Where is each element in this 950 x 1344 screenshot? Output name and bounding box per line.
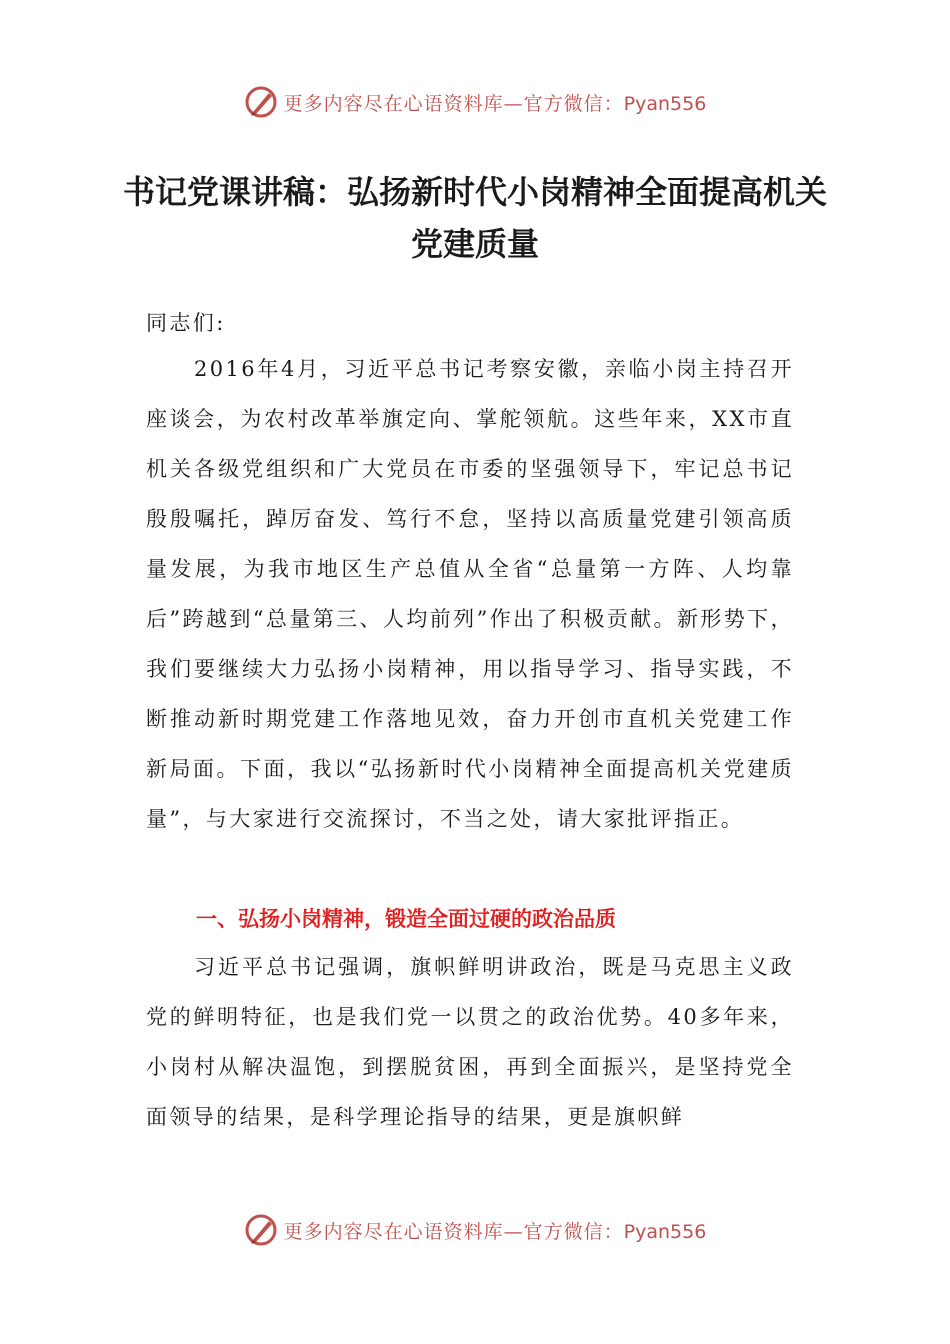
header-banner xyxy=(0,82,950,122)
banner-text: 更多内容尽在心语资料库—官方微信：Pyan556 xyxy=(283,92,707,115)
greeting: 同志们: xyxy=(146,311,226,335)
paragraph-2: 习近平总书记强调，旗帜鲜明讲政治，既是马克思主义政党的鲜明特征，也是我们党一以贯之的政治优势。40多年来，小岗村从解决温饱，到摆脱贫困，再到全面振兴，是坚持党全面领导的结果，是科学理论指导的结果，更是旗帜鲜 xyxy=(146,955,794,1129)
document-title: 书记党课讲稿：弘扬新时代小岗精神全面提高机关党建质量 xyxy=(122,173,827,263)
wechat-id: Pyan556 xyxy=(623,92,707,115)
footer-banner xyxy=(0,1210,950,1250)
pen-logo-icon xyxy=(244,1213,278,1247)
banner-text: 更多内容尽在心语资料库—官方微信：Pyan556 xyxy=(283,1220,707,1243)
wechat-id: Pyan556 xyxy=(623,1220,707,1243)
pen-logo-icon xyxy=(244,85,278,119)
paragraph-1: 2016年4月，习近平总书记考察安徽，亲临小岗主持召开座谈会，为农村改革举旗定向、掌舵领航。这些年来，XX市直机关各级党组织和广大党员在市委的坚强领导下，牢记总书记殷殷嘱托，踔厉奋发、笃行不怠，坚持以高质量党建引领高质量发展，为我市地区生产总值从全省“总量第一方阵、人均靠后”跨越到“总量第三、人均前列”作出了积极贡献。新形势下，我们要继续大力弘扬小岗精神，用以指导学习、指导实践，不断推动新时期党建工作落地见效，奋力开创市直机关党建工作新局面。下面，我以“弘扬新时代小岗精神全面提高机关党建质量”，与大家进行交流探讨，不当之处，请大家批评指正。 xyxy=(146,357,794,831)
section-heading: 一、弘扬小岗精神，锻造全面过硬的政治品质 xyxy=(196,907,616,931)
